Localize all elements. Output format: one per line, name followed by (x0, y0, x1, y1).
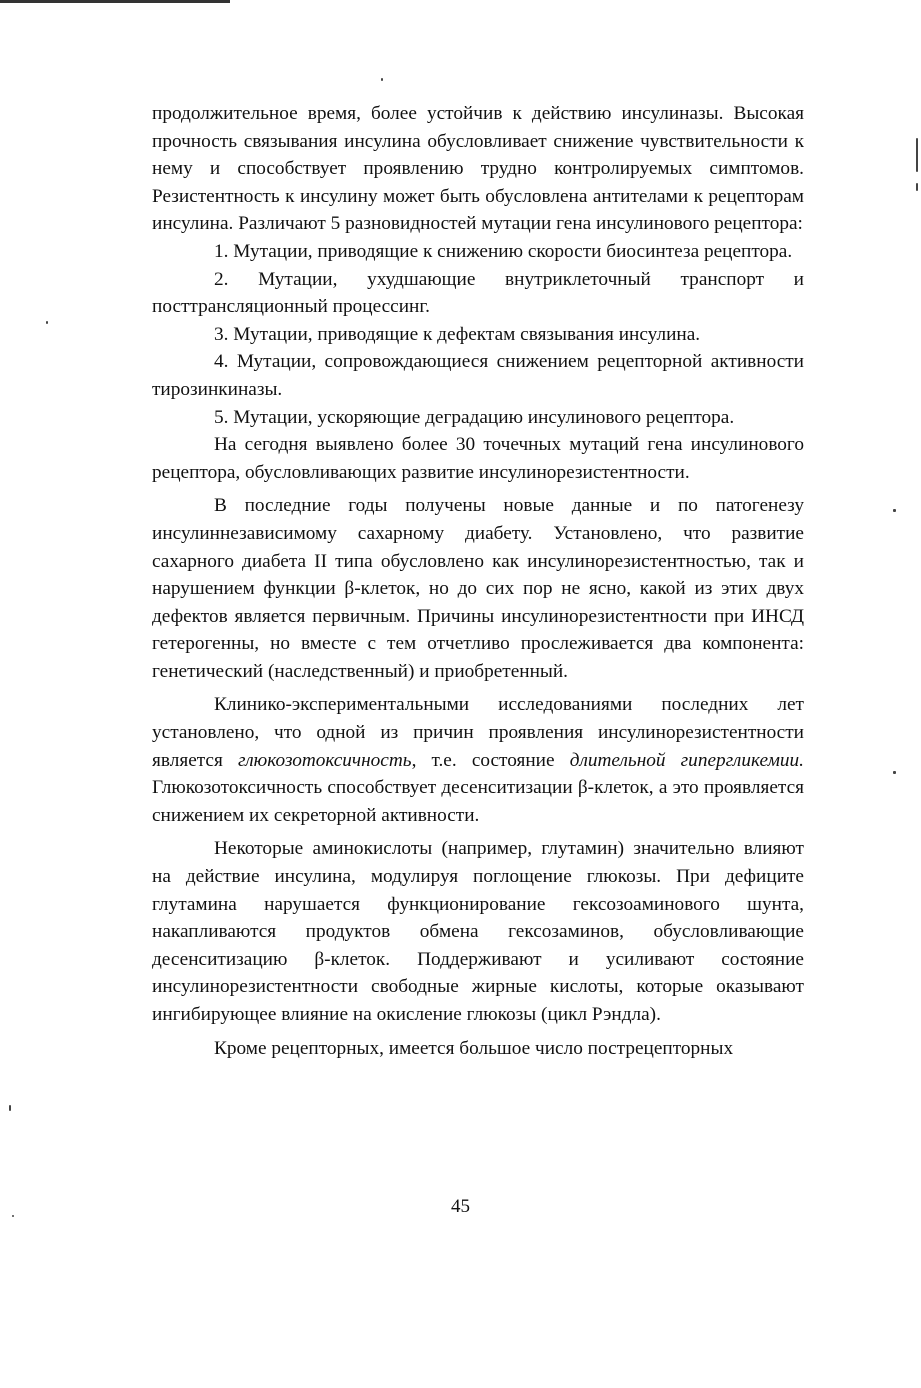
page-body (152, 100, 804, 1062)
paragraph-mutations-count: На сегодня выявлено более 30 точечных мутаций гена инсулинового рецептора, обусловливающих развитие инсулинорезистентности. (152, 434, 804, 483)
list-item-4: 4. Мутации, сопровождающиеся снижением рецепторной активности тирозинкиназы. (152, 351, 804, 400)
paragraph-postreceptor: Кроме рецепторных, имеется большое число пострецепторных (214, 1037, 734, 1059)
scan-edge-mark (0, 0, 230, 3)
page-number: 45 (451, 1196, 470, 1217)
scan-speck (12, 1215, 14, 1217)
italic-term-glucotoxicity: глюкозотоксичность (238, 749, 412, 771)
paragraph-pathogenesis: В последние годы получены новые данные и по патогенезу инсулиннезависимому сахарному диабету. Установлено, что развитие сахарного диабета II типа обусловлено как инсулинорезистентностью, так и нарушением функции β-клеток, но до сих пор не ясно, какой из этих двух дефектов является первичным. Причины инсулинорезистентности при ИНСД гетерогенны, но вместе с тем отчетливо прослеживается два компонента: генетический (наследственный) и приобретенный. (152, 495, 804, 682)
scan-speck (916, 138, 918, 172)
paragraph-amino-acids: Некоторые аминокислоты (например, глутамин) значительно влияют на действие инсулина, модулируя поглощение глюкозы. При дефиците глутамина нарушается функционирование гексозоаминового шунта, накапливаются продуктов обмена гексозаминов, обусловливающие десенситизацию β-клеток. Поддерживают и усиливают состояние инсулинорезистентности свободные жирные кислоты, которые оказывают ингибирующее влияние на окисление глюкозы (цикл Рэндла). (152, 838, 804, 1025)
paragraph-glucotoxicity (152, 691, 804, 829)
text-run: Клинико-экспериментальными исследованиями последних лет установлено, что одной из причин проявления инсулинорезистентности является (152, 694, 804, 771)
scan-speck (893, 771, 896, 774)
text-run: , т.е. состояние (411, 749, 570, 771)
scan-speck (381, 78, 383, 81)
list-item-5: 5. Мутации, ускоряющие деградацию инсулинового рецептора. (214, 406, 735, 428)
scan-speck (46, 321, 48, 324)
list-item-3: 3. Мутации, приводящие к дефектам связывания инсулина. (214, 323, 701, 345)
scan-speck (9, 1105, 11, 1111)
scan-speck (893, 509, 896, 512)
list-item-2: 2. Мутации, ухудшающие внутриклеточный транспорт и посттрансляционный процессинг. (152, 268, 804, 318)
scan-speck (916, 183, 918, 191)
text-run: Глюкозотоксичность способствует десенситизации β-клеток, а это проявляется снижением их секреторной активности. (152, 777, 804, 826)
list-item-1: 1. Мутации, приводящие к снижению скорости биосинтеза рецептора. (214, 240, 793, 262)
italic-term-hyperglycemia: длительной гипергликемии. (569, 749, 805, 771)
paragraph-continuation: продолжительное время, более устойчив к действию инсулиназы. Высокая прочность связывания инсулина обусловливает снижение чувствительности к нему и способствует проявлению трудно контролируемых симптомов. Резистентность к инсулину может быть обусловлена антителами к рецепторам инсулина. Различают 5 разновидностей мутации гена инсулинового рецептора: (152, 103, 804, 235)
